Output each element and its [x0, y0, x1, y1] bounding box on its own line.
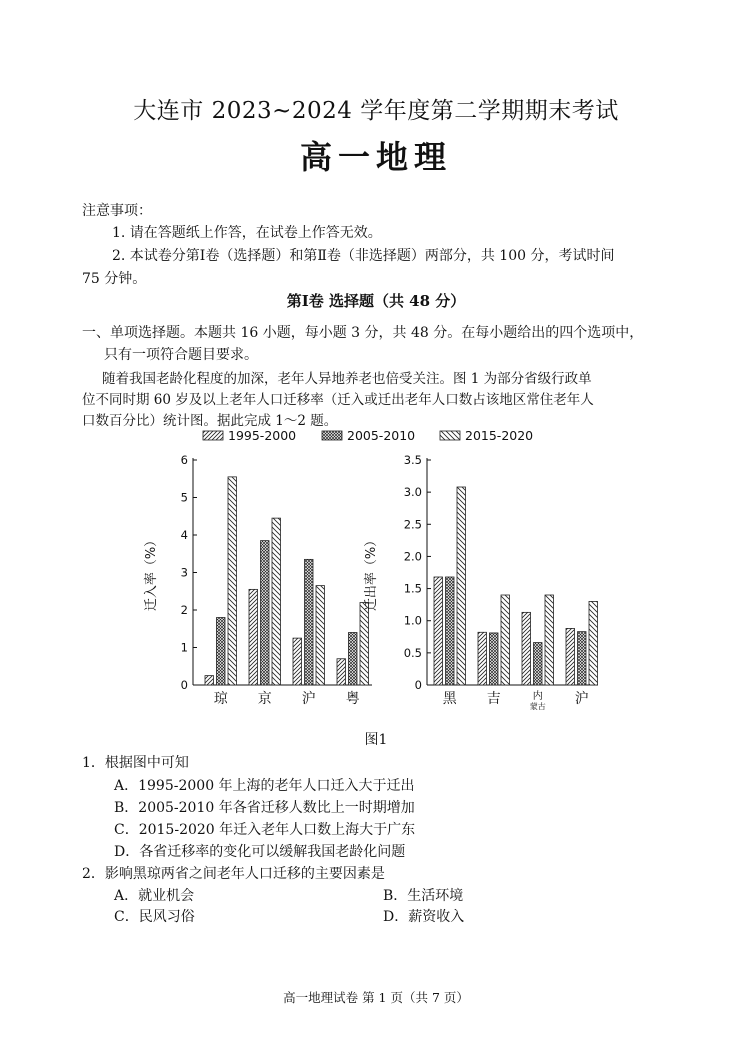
bar	[337, 659, 346, 685]
x-tick-label: 内	[532, 691, 543, 702]
notice-item-2: 2. 本试卷分第Ⅰ卷（选择题）和第Ⅱ卷（非选择题）两部分，共 100 分，考试时间	[112, 248, 615, 264]
bar	[305, 559, 314, 685]
bar	[545, 595, 554, 685]
x-tick-label: 京	[257, 691, 272, 707]
bar	[522, 612, 531, 685]
bar	[589, 601, 598, 685]
y-tick-label: 3.5	[403, 453, 422, 467]
x-tick-label: 吉	[486, 691, 501, 707]
section-instruction: 一、单项选择题。本题共 16 小题，每小题 3 分，共 48 分。在每小题给出的四个选项中，	[82, 325, 644, 341]
y-tick-label: 0	[414, 678, 422, 692]
y-tick-label: 2	[180, 603, 188, 617]
question-1-option-a: A．1995-2000 年上海的老年人口迁入大于迁出	[114, 778, 415, 794]
legend-label: 1995-2000	[228, 428, 297, 443]
question-1-option-c: C．2015-2020 年迁入老年人口数上海大于广东	[114, 822, 416, 838]
bar	[490, 633, 499, 685]
y-tick-label: 1.5	[403, 581, 422, 596]
y-tick-label: 3	[180, 565, 188, 580]
x-tick-label: 蒙古	[529, 702, 546, 711]
section-title: 第Ⅰ卷 选择题（共 48 分）	[286, 292, 466, 310]
exam-title: 大连市 2023~2024 学年度第二学期期末考试	[133, 98, 619, 124]
y-tick-label: 3.0	[403, 485, 422, 500]
bar	[360, 603, 369, 686]
y-tick-label: 0	[180, 678, 188, 692]
bar	[534, 643, 543, 685]
chart-legend	[203, 428, 533, 443]
question-2-stem: 2．影响黑琼两省之间老年人口迁移的主要因素是	[82, 866, 385, 882]
figure-caption: 图1	[364, 732, 388, 748]
y-tick-label: 0.5	[403, 645, 422, 660]
y-tick-label: 1	[180, 640, 188, 655]
question-1-option-d: D．各省迁移率的变化可以缓解我国老龄化问题	[114, 844, 406, 860]
y-axis-label: 迁入率（%）	[144, 533, 159, 612]
bar	[578, 632, 587, 685]
bar	[205, 676, 214, 685]
bar	[457, 487, 466, 685]
migration-rate-figure	[0, 420, 752, 750]
bar	[446, 577, 455, 685]
x-tick-label: 沪	[574, 691, 589, 707]
legend-swatch	[203, 431, 223, 440]
question-1-option-b: B．2005-2010 年各省迁移人数比上一时期增加	[114, 800, 415, 816]
bar	[434, 577, 443, 685]
bar	[478, 632, 487, 685]
y-tick-label: 1.0	[403, 613, 422, 628]
passage-line-2: 位不同时期 60 岁及以上老年人口迁移率（迁入或迁出老年人口数占该地区常住老年人	[82, 392, 594, 408]
bar	[261, 541, 270, 685]
immigration-rate-chart	[144, 453, 372, 707]
notice-item-2-cont: 75 分钟。	[82, 271, 147, 287]
bar	[349, 633, 358, 686]
bar	[501, 595, 510, 685]
x-tick-label: 黑	[442, 691, 457, 707]
y-tick-label: 2.0	[403, 549, 422, 564]
question-2-option-a: A．就业机会	[114, 888, 195, 904]
x-tick-label: 沪	[301, 691, 316, 707]
bar	[293, 638, 302, 685]
y-tick-label: 6	[180, 453, 188, 467]
legend-label: 2005-2010	[347, 428, 416, 443]
question-2-option-b: B．生活环境	[383, 888, 464, 904]
y-tick-label: 4	[180, 528, 188, 542]
y-axis-label: 迁出率（%）	[364, 533, 379, 612]
bar	[217, 618, 226, 686]
notice-item-1: 1. 请在答题纸上作答，在试卷上作答无效。	[112, 225, 382, 241]
legend-swatch	[440, 431, 460, 440]
legend-swatch	[322, 431, 342, 440]
y-tick-label: 5	[180, 490, 188, 505]
y-tick-label: 2.5	[403, 517, 422, 532]
section-instruction-cont: 只有一项符合题目要求。	[104, 347, 258, 363]
subject-title: 高一地理	[299, 138, 452, 176]
question-2-option-c: C．民风习俗	[114, 909, 195, 925]
bar	[566, 628, 575, 685]
bar	[272, 518, 281, 685]
x-tick-label: 粤	[345, 691, 360, 707]
page-footer: 高一地理试卷 第 1 页（共 7 页）	[283, 990, 469, 1005]
bar	[228, 477, 237, 685]
x-tick-label: 琼	[213, 691, 228, 707]
bar	[316, 586, 325, 685]
question-2-option-d: D．薪资收入	[383, 909, 465, 925]
legend-label: 2015-2020	[465, 428, 534, 443]
notice-heading: 注意事项：	[82, 203, 152, 219]
bar	[249, 589, 258, 685]
passage-line-1: 随着我国老龄化程度的加深，老年人异地养老也倍受关注。图 1 为部分省级行政单	[102, 371, 592, 387]
question-1-stem: 1．根据图中可知	[82, 755, 189, 771]
emigration-rate-chart	[363, 453, 598, 711]
passage-line-3: 口数百分比）统计图。据此完成 1～2 题。	[82, 413, 338, 429]
